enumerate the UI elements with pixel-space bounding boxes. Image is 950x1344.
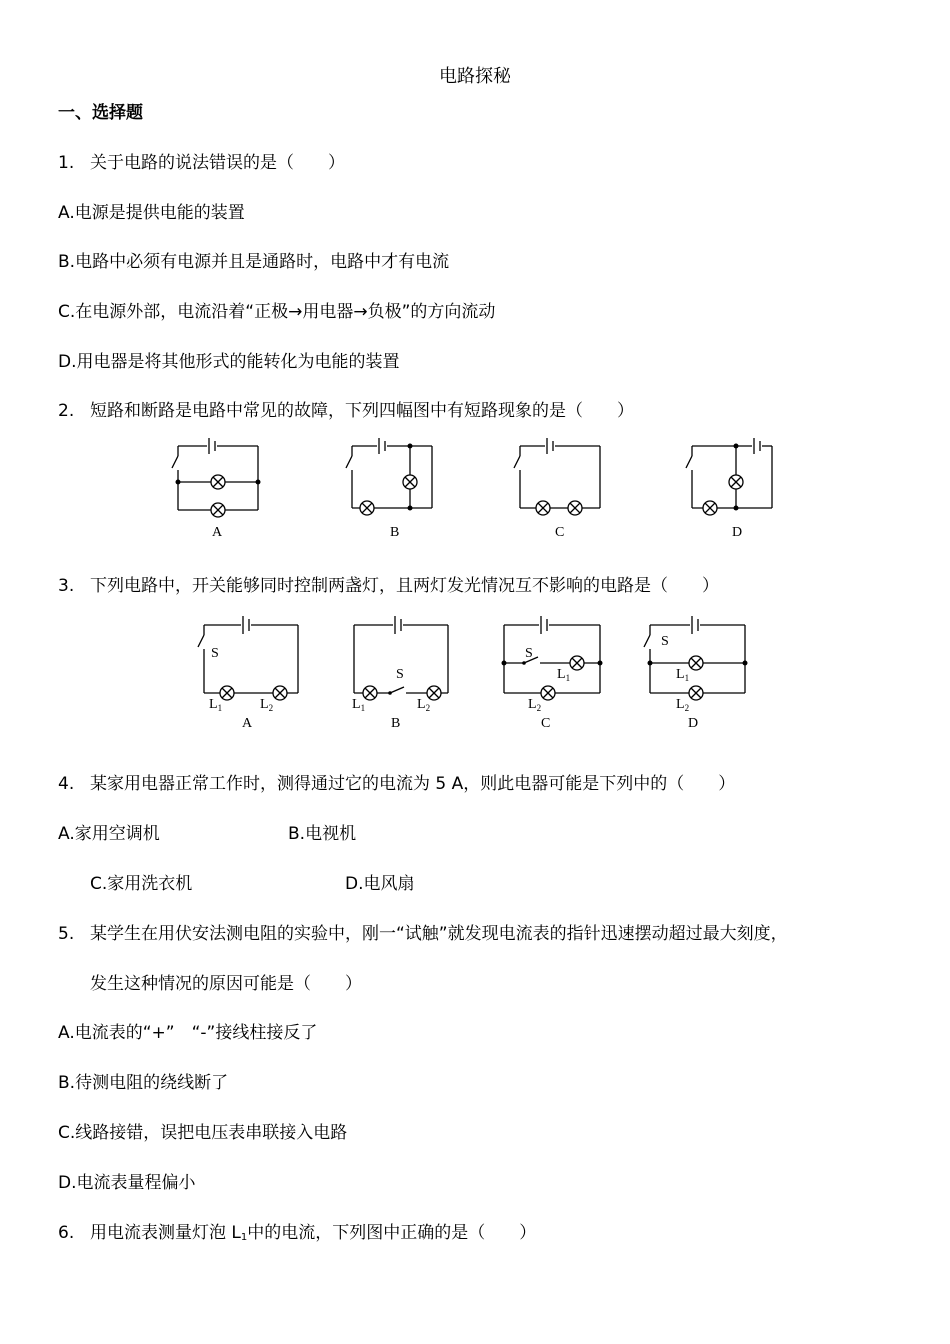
question-number: 3. — [58, 576, 75, 596]
svg-text:L1: $L_1$ — [352, 697, 366, 713]
question-number: 6. — [58, 1223, 75, 1243]
q3-circuit-c — [502, 616, 603, 731]
figure-label: A — [212, 525, 223, 540]
q2-circuit-a — [172, 438, 261, 540]
q2-circuit-c — [514, 438, 600, 540]
svg-text:L2: $L_2$ — [676, 697, 690, 713]
figure-label: C — [541, 716, 551, 731]
question-number: 2. — [58, 401, 75, 421]
option-b: B.待测电阻的绕线断了 — [58, 1073, 229, 1093]
question-text-continued: 发生这种情况的原因可能是（ ） — [90, 974, 362, 994]
q2-circuit-figures — [160, 430, 800, 545]
switch-label: S — [525, 646, 533, 661]
lamp-icon — [403, 475, 417, 489]
option-a: A.电流表的“+” “-”接线柱接反了 — [58, 1023, 318, 1043]
option-c: C.家用洗衣机 — [90, 874, 193, 894]
lamp-icon — [689, 656, 703, 670]
figure-label: C — [555, 525, 565, 540]
option-d: D.用电器是将其他形式的能转化为电能的装置 — [58, 352, 400, 372]
lamp-icon — [211, 503, 225, 517]
question-text: 某家用电器正常工作时，测得通过它的电流为 5 A，则此电器可能是下列中的（ ） — [90, 774, 736, 794]
q3-circuit-d — [644, 616, 748, 731]
figure-label: D — [688, 716, 699, 731]
question-number: 1. — [58, 153, 75, 173]
figure-label: B — [391, 716, 401, 731]
option-b: B.电路中必须有电源并且是通路时，电路中才有电流 — [58, 252, 450, 272]
option-c: C.线路接错，误把电压表串联接入电路 — [58, 1123, 348, 1143]
figure-label: D — [732, 525, 743, 540]
lamp-icon — [541, 686, 555, 700]
svg-text:L2: $L_2$ — [417, 697, 431, 713]
option-b: B.电视机 — [288, 824, 357, 844]
lamp-icon — [360, 501, 374, 515]
figure-label: B — [390, 525, 400, 540]
question-text: 某学生在用伏安法测电阻的实验中，刚一“试触”就发现电流表的指针迅速摆动超过最大刻度， — [90, 924, 788, 944]
option-c: C.在电源外部，电流沿着“正极→用电器→负极”的方向流动 — [58, 302, 496, 322]
question-text: 下列电路中，开关能够同时控制两盏灯，且两灯发光情况互不影响的电路是（ ） — [90, 576, 719, 596]
lamp-icon — [427, 686, 441, 700]
svg-text:L1: $L_1$ — [676, 667, 690, 683]
page-title: 电路探秘 — [439, 66, 511, 87]
q3-circuit-a — [198, 616, 298, 731]
option-a: A.家用空调机 — [58, 824, 160, 844]
q2-circuit-b — [346, 438, 432, 540]
question-text: 关于电路的说法错误的是（ ） — [90, 153, 345, 173]
figure-label: A — [242, 716, 253, 731]
section-heading: 一、选择题 — [58, 103, 143, 123]
svg-text:L2: $L_2$ — [528, 697, 542, 713]
lamp-icon — [273, 686, 287, 700]
q2-circuit-d — [686, 438, 772, 540]
question-number: 5. — [58, 924, 75, 944]
lamp-icon — [568, 501, 582, 515]
question-text: 短路和断路是电路中常见的故障，下列四幅图中有短路现象的是（ ） — [90, 401, 634, 421]
switch-label: S — [211, 646, 219, 661]
option-d: D.电风扇 — [345, 874, 415, 894]
lamp-icon — [220, 686, 234, 700]
svg-text:L1: $L_1$ — [557, 667, 571, 683]
option-a: A.电源是提供电能的装置 — [58, 203, 245, 223]
q3-circuit-figures — [190, 605, 770, 735]
lamp-icon — [729, 475, 743, 489]
lamp-icon — [570, 656, 584, 670]
switch-label: S — [661, 634, 669, 649]
switch-label: S — [396, 667, 404, 682]
q3-circuit-b — [352, 616, 448, 731]
svg-text:L1: $L_1$ — [209, 697, 223, 713]
svg-text:L2: $L_2$ — [260, 697, 274, 713]
question-number: 4. — [58, 774, 75, 794]
lamp-icon — [689, 686, 703, 700]
lamp-icon — [363, 686, 377, 700]
lamp-icon — [211, 475, 225, 489]
lamp-icon — [703, 501, 717, 515]
option-d: D.电流表量程偏小 — [58, 1173, 196, 1193]
question-text: 用电流表测量灯泡 $L_1$中的电流，下列图中正确的是（ ） — [90, 1223, 537, 1243]
lamp-icon — [536, 501, 550, 515]
